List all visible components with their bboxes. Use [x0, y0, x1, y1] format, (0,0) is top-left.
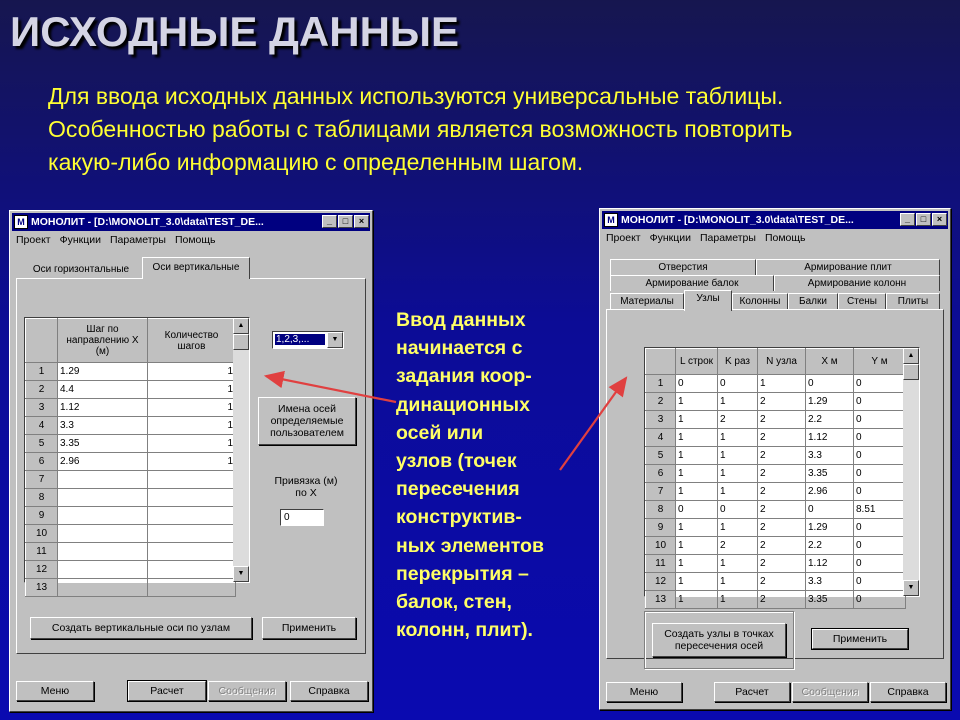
tab-nodes[interactable]: Узлы	[684, 290, 732, 311]
corner-cell	[646, 349, 676, 375]
nodes-grid[interactable]	[644, 347, 920, 605]
node-cell[interactable]: 1	[676, 393, 718, 411]
row-header[interactable]: 7	[646, 483, 676, 501]
table-row[interactable]	[646, 591, 906, 609]
node-cell[interactable]: 0	[676, 375, 718, 393]
table-row[interactable]	[646, 447, 906, 465]
scroll-up-icon[interactable]: ▲	[903, 348, 919, 364]
step-cell[interactable]	[58, 471, 148, 489]
count-cell[interactable]: 1	[148, 417, 236, 435]
note-line: узлов (точек	[396, 450, 517, 473]
messages-button: Сообщения	[208, 681, 286, 701]
row-header[interactable]: 9	[646, 519, 676, 537]
row-header[interactable]: 9	[26, 507, 58, 525]
node-cell[interactable]: 0	[854, 447, 906, 465]
step-cell[interactable]	[58, 561, 148, 579]
node-cell[interactable]: 2	[758, 411, 806, 429]
vertical-scrollbar[interactable]	[903, 348, 919, 596]
node-cell[interactable]: 0	[854, 519, 906, 537]
node-cell[interactable]: 0	[718, 501, 758, 519]
help-button[interactable]: Справка	[290, 681, 368, 701]
note-line: перекрытия –	[396, 562, 529, 585]
row-header[interactable]: 1	[26, 363, 58, 381]
node-cell[interactable]: 1	[718, 465, 758, 483]
row-header[interactable]: 10	[646, 537, 676, 555]
nodes-table	[645, 348, 906, 609]
row-header[interactable]: 2	[646, 393, 676, 411]
count-cell[interactable]	[148, 507, 236, 525]
row-header[interactable]: 4	[646, 429, 676, 447]
close-icon[interactable]: ×	[354, 215, 369, 228]
note-line: Ввод данных	[396, 309, 526, 331]
window-title: МОНОЛИТ - [D:\MONOLIT_3.0\data\TEST_DE...	[31, 216, 264, 228]
node-cell[interactable]: 2	[758, 465, 806, 483]
node-cell[interactable]: 1	[676, 483, 718, 501]
table-row[interactable]	[26, 543, 236, 561]
help-button[interactable]: Справка	[870, 682, 946, 702]
step-cell[interactable]	[58, 489, 148, 507]
row-header[interactable]: 11	[26, 543, 58, 561]
note-line: конструктив-	[396, 506, 522, 529]
table-row[interactable]	[26, 579, 236, 597]
close-icon[interactable]: ×	[932, 213, 947, 226]
minimize-icon[interactable]: _	[322, 215, 337, 228]
menu-help[interactable]: Помощь	[174, 234, 216, 246]
step-cell[interactable]: 1.12	[58, 399, 148, 417]
minimize-icon[interactable]: _	[900, 213, 915, 226]
row-header[interactable]: 2	[26, 381, 58, 399]
node-cell[interactable]: 0	[854, 393, 906, 411]
count-cell[interactable]: 1	[148, 381, 236, 399]
node-cell[interactable]: 1	[718, 429, 758, 447]
note-line: ных элементов	[396, 534, 544, 557]
node-cell[interactable]: 1	[718, 591, 758, 609]
row-header[interactable]: 8	[26, 489, 58, 507]
node-cell[interactable]: 1	[676, 573, 718, 591]
intro-text	[48, 80, 948, 179]
node-cell[interactable]: 2	[758, 519, 806, 537]
node-cell[interactable]: 2.2	[806, 411, 854, 429]
note-line: задания коор-	[396, 365, 532, 388]
tab-vertical-axes[interactable]: Оси вертикальные	[142, 257, 250, 279]
menu-help[interactable]: Помощь	[764, 232, 806, 244]
node-cell[interactable]: 1	[718, 555, 758, 573]
node-cell[interactable]: 2	[758, 573, 806, 591]
numbering-combo[interactable]	[272, 331, 344, 349]
menu-button[interactable]: Меню	[16, 681, 94, 701]
count-cell[interactable]: 1	[148, 435, 236, 453]
node-cell[interactable]: 0	[806, 375, 854, 393]
node-cell[interactable]: 2	[718, 411, 758, 429]
node-cell[interactable]: 0	[854, 555, 906, 573]
tab-beams[interactable]: Балки	[788, 293, 838, 309]
menu-bar	[16, 234, 216, 246]
tab-materials[interactable]: Материалы	[610, 293, 684, 309]
node-cell[interactable]: 2	[758, 483, 806, 501]
table-row[interactable]	[646, 411, 906, 429]
node-cell[interactable]: 1	[718, 393, 758, 411]
user-axis-names-button[interactable]: Имена осей определяемые пользователем	[258, 397, 356, 445]
table-row[interactable]	[26, 525, 236, 543]
node-cell[interactable]: 1	[676, 591, 718, 609]
node-cell[interactable]: 2	[718, 537, 758, 555]
scroll-down-icon[interactable]: ▼	[233, 566, 249, 582]
step-cell[interactable]: 1.29	[58, 363, 148, 381]
node-cell[interactable]: 2	[758, 393, 806, 411]
count-cell[interactable]	[148, 579, 236, 597]
window-nodes	[599, 208, 951, 710]
axes-table	[25, 318, 236, 597]
scroll-thumb[interactable]	[903, 364, 919, 380]
menu-bar	[606, 232, 806, 244]
count-cell[interactable]: 1	[148, 399, 236, 417]
row-header[interactable]: 10	[26, 525, 58, 543]
table-row[interactable]	[646, 393, 906, 411]
step-cell[interactable]: 3.3	[58, 417, 148, 435]
menu-project[interactable]: Проект	[606, 232, 641, 244]
node-cell[interactable]: 2.96	[806, 483, 854, 501]
count-cell[interactable]	[148, 543, 236, 561]
node-cell[interactable]: 1.12	[806, 429, 854, 447]
table-row[interactable]	[26, 471, 236, 489]
table-row[interactable]	[646, 555, 906, 573]
explanation-note	[396, 306, 596, 644]
node-cell[interactable]: 0	[718, 375, 758, 393]
node-cell[interactable]: 0	[854, 429, 906, 447]
step-cell[interactable]: 4.4	[58, 381, 148, 399]
node-cell[interactable]: 3.3	[806, 447, 854, 465]
row-header[interactable]: 4	[26, 417, 58, 435]
column-header-count[interactable]: Количество шагов	[148, 319, 236, 363]
node-cell[interactable]: 0	[676, 501, 718, 519]
menu-parameters[interactable]: Параметры	[109, 234, 166, 246]
node-cell[interactable]: 0	[854, 591, 906, 609]
tab-walls[interactable]: Стены	[838, 293, 886, 309]
node-cell[interactable]: 0	[854, 537, 906, 555]
count-cell[interactable]	[148, 471, 236, 489]
node-cell[interactable]: 1	[718, 573, 758, 591]
node-cell[interactable]: 2	[758, 537, 806, 555]
node-cell[interactable]: 0	[806, 501, 854, 519]
node-cell[interactable]: 0	[854, 483, 906, 501]
column-header[interactable]: L строк	[676, 349, 718, 375]
step-cell[interactable]	[58, 543, 148, 561]
window-axes	[9, 210, 373, 712]
node-cell[interactable]: 1	[758, 375, 806, 393]
row-header[interactable]: 5	[646, 447, 676, 465]
note-line: динационных	[396, 393, 530, 416]
menu-parameters[interactable]: Параметры	[699, 232, 756, 244]
node-cell[interactable]: 1	[676, 537, 718, 555]
app-icon: M	[14, 215, 28, 229]
node-cell[interactable]: 1	[676, 519, 718, 537]
node-cell[interactable]: 2	[758, 501, 806, 519]
create-nodes-button[interactable]: Создать узлы в точках пересечения осей	[652, 623, 786, 657]
menu-functions[interactable]: Функции	[59, 234, 101, 246]
table-row[interactable]	[26, 399, 236, 417]
apply-button[interactable]: Применить	[262, 617, 356, 639]
count-cell[interactable]: 1	[148, 453, 236, 471]
row-header[interactable]: 5	[26, 435, 58, 453]
table-row[interactable]	[26, 381, 236, 399]
node-cell[interactable]: 0	[854, 573, 906, 591]
messages-button: Сообщения	[792, 682, 868, 702]
menu-project[interactable]: Проект	[16, 234, 51, 246]
row-header[interactable]: 1	[646, 375, 676, 393]
node-cell[interactable]: 1.12	[806, 555, 854, 573]
node-cell[interactable]: 1	[676, 447, 718, 465]
row-header[interactable]: 6	[646, 465, 676, 483]
vertical-scrollbar[interactable]	[233, 318, 249, 582]
column-header[interactable]: K раз	[718, 349, 758, 375]
node-cell[interactable]: 8.51	[854, 501, 906, 519]
tab-horizontal-axes[interactable]: Оси горизонтальные	[20, 261, 142, 279]
chevron-down-icon[interactable]: ▼	[327, 332, 343, 348]
apply-button[interactable]: Применить	[812, 629, 908, 649]
node-cell[interactable]: 2	[758, 447, 806, 465]
row-header[interactable]: 12	[646, 573, 676, 591]
node-cell[interactable]: 1	[676, 429, 718, 447]
corner-cell	[26, 319, 58, 363]
note-line: колонн, плит).	[396, 619, 533, 642]
node-cell[interactable]: 1.29	[806, 519, 854, 537]
node-cell[interactable]: 2	[758, 591, 806, 609]
step-cell[interactable]: 2.96	[58, 453, 148, 471]
binding-label: Привязка (м) по X	[274, 475, 338, 499]
maximize-icon[interactable]: □	[338, 215, 353, 228]
node-cell[interactable]: 3.35	[806, 465, 854, 483]
table-row[interactable]	[26, 489, 236, 507]
step-cell[interactable]	[58, 579, 148, 597]
row-header[interactable]: 6	[26, 453, 58, 471]
table-row[interactable]	[26, 417, 236, 435]
node-cell[interactable]: 0	[854, 411, 906, 429]
title-bar[interactable]	[602, 211, 948, 229]
row-header[interactable]: 8	[646, 501, 676, 519]
node-cell[interactable]: 2	[758, 429, 806, 447]
slide-title: ИСХОДНЫЕ ДАННЫЕ	[10, 8, 460, 55]
scroll-thumb[interactable]	[233, 334, 249, 350]
tab-column-reinforcement[interactable]: Армирование колонн	[774, 275, 940, 291]
row-header[interactable]: 13	[646, 591, 676, 609]
table-row[interactable]	[646, 465, 906, 483]
note-line: осей или	[396, 421, 484, 444]
node-cell[interactable]: 1	[676, 465, 718, 483]
count-cell[interactable]	[148, 489, 236, 507]
node-cell[interactable]: 0	[854, 375, 906, 393]
step-cell[interactable]	[58, 507, 148, 525]
axes-grid[interactable]	[24, 317, 250, 593]
window-title: МОНОЛИТ - [D:\MONOLIT_3.0\data\TEST_DE...	[621, 214, 854, 226]
node-cell[interactable]: 2	[758, 555, 806, 573]
note-line: начинается с	[396, 337, 523, 360]
intro-line: какую-либо информацию с определенным шагом.	[48, 149, 584, 175]
table-row[interactable]	[646, 519, 906, 537]
table-row[interactable]	[646, 429, 906, 447]
node-cell[interactable]: 3.35	[806, 591, 854, 609]
step-cell[interactable]	[58, 525, 148, 543]
column-header[interactable]: N узла	[758, 349, 806, 375]
tab-slab-reinforcement[interactable]: Армирование плит	[756, 259, 940, 275]
row-header[interactable]: 3	[26, 399, 58, 417]
table-row[interactable]	[26, 453, 236, 471]
node-cell[interactable]: 1	[718, 519, 758, 537]
combo-value: 1,2,3,...	[275, 334, 325, 345]
node-cell[interactable]: 2.2	[806, 537, 854, 555]
count-cell[interactable]	[148, 525, 236, 543]
scroll-down-icon[interactable]: ▼	[903, 580, 919, 596]
column-header-step[interactable]: Шаг по направлению X (м)	[58, 319, 148, 363]
node-cell[interactable]: 1.29	[806, 393, 854, 411]
title-bar[interactable]	[12, 213, 370, 231]
table-row[interactable]	[646, 573, 906, 591]
table-row[interactable]	[26, 507, 236, 525]
table-row[interactable]	[26, 363, 236, 381]
binding-input[interactable]: 0	[280, 509, 324, 526]
row-header[interactable]: 11	[646, 555, 676, 573]
table-row[interactable]	[646, 375, 906, 393]
column-header[interactable]: X м	[806, 349, 854, 375]
node-cell[interactable]: 1	[676, 411, 718, 429]
row-header[interactable]: 3	[646, 411, 676, 429]
tab-openings[interactable]: Отверстия	[610, 259, 756, 275]
tab-beam-reinforcement[interactable]: Армирование балок	[610, 275, 774, 291]
maximize-icon[interactable]: □	[916, 213, 931, 226]
calculate-button[interactable]: Расчет	[714, 682, 790, 702]
tab-slabs[interactable]: Плиты	[886, 293, 940, 309]
scroll-up-icon[interactable]: ▲	[233, 318, 249, 334]
table-row[interactable]	[646, 537, 906, 555]
note-line: пересечения	[396, 478, 520, 501]
create-vertical-axes-button[interactable]: Создать вертикальные оси по узлам	[30, 617, 252, 639]
note-line: балок, стен,	[396, 591, 512, 614]
column-header[interactable]: Y м	[854, 349, 906, 375]
table-row[interactable]	[26, 561, 236, 579]
node-cell[interactable]: 3.3	[806, 573, 854, 591]
table-row[interactable]	[646, 483, 906, 501]
node-cell[interactable]: 1	[676, 555, 718, 573]
count-cell[interactable]: 1	[148, 363, 236, 381]
intro-line: Для ввода исходных данных используются универсальные таблицы.	[48, 83, 784, 109]
menu-functions[interactable]: Функции	[649, 232, 691, 244]
table-row[interactable]	[646, 501, 906, 519]
app-icon: M	[604, 213, 618, 227]
node-cell[interactable]: 0	[854, 465, 906, 483]
row-header[interactable]: 7	[26, 471, 58, 489]
row-header[interactable]: 12	[26, 561, 58, 579]
calculate-button[interactable]: Расчет	[128, 681, 206, 701]
menu-button[interactable]: Меню	[606, 682, 682, 702]
intro-line: Особенностью работы с таблицами является возможность повторить	[48, 116, 793, 142]
node-cell[interactable]: 1	[718, 447, 758, 465]
table-row[interactable]	[26, 435, 236, 453]
node-cell[interactable]: 1	[718, 483, 758, 501]
row-header[interactable]: 13	[26, 579, 58, 597]
tab-columns[interactable]: Колонны	[732, 293, 788, 309]
count-cell[interactable]	[148, 561, 236, 579]
step-cell[interactable]: 3.35	[58, 435, 148, 453]
